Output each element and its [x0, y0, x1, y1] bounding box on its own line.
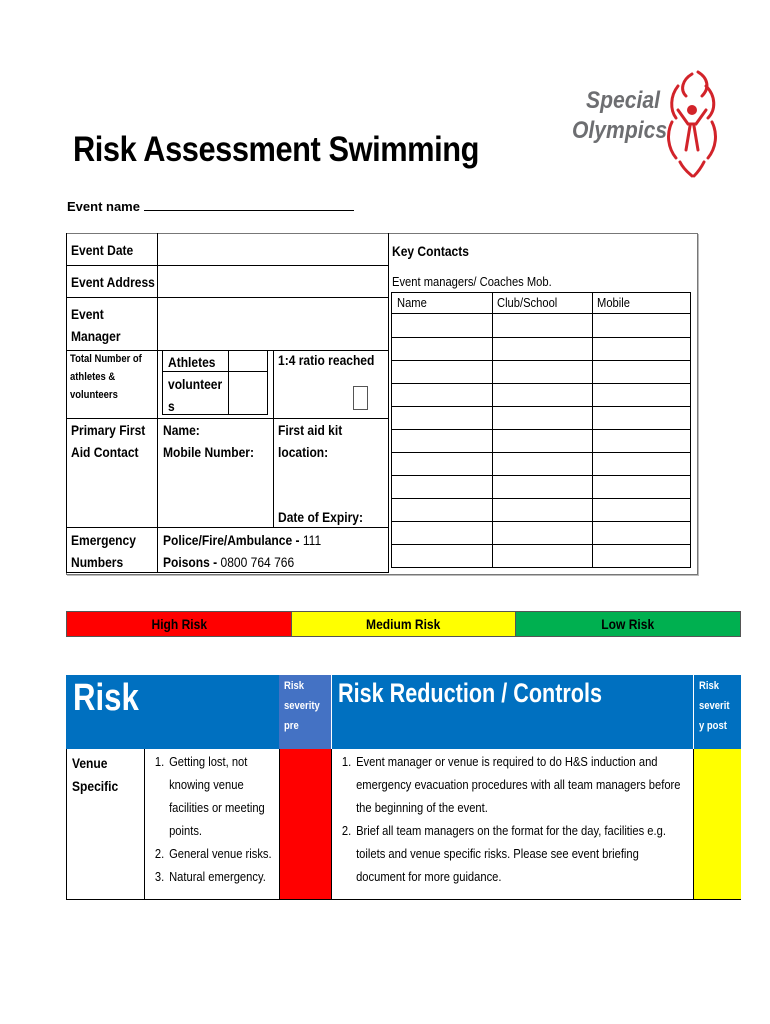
key-contacts-subtitle: Event managers/ Coaches Mob.	[392, 274, 552, 289]
key-contacts-col-club: Club/School	[497, 295, 558, 310]
first-aid-mobile-label: Mobile Number:	[163, 444, 254, 460]
controls-cell	[331, 749, 693, 900]
total-number-label: Total Number of athletes & volunteers	[70, 353, 142, 401]
first-aid-kit-label: First aid kit location:	[278, 422, 343, 460]
poisons-line: Poisons - 0800 764 766	[163, 554, 295, 570]
first-aid-name-label: Name:	[163, 422, 200, 438]
event-info-table	[66, 233, 388, 573]
severity-post-cell	[693, 749, 741, 899]
ratio-label: 1:4 ratio reached	[278, 352, 375, 368]
page-title: Risk Assessment Swimming	[73, 130, 479, 169]
key-contacts-table	[391, 292, 691, 568]
event-date-input[interactable]	[158, 234, 387, 264]
volunteers-label: volunteer s	[168, 376, 223, 414]
event-address-label: Event Address	[71, 274, 155, 290]
list-item: 1. Getting lost, not knowing venue facilities or meeting points.	[167, 750, 275, 842]
controls-list	[332, 750, 689, 888]
athletes-label: Athletes	[168, 354, 216, 370]
event-manager-input[interactable]	[158, 298, 387, 349]
risk-list	[145, 750, 276, 888]
event-name-line	[144, 198, 354, 211]
expiry-label: Date of Expiry:	[278, 509, 363, 525]
event-date-label: Event Date	[71, 242, 134, 258]
severity-pre-cell	[279, 749, 331, 899]
risk-header: Risk	[66, 675, 279, 749]
key-contacts-col-name: Name	[397, 295, 427, 310]
ratio-checkbox[interactable]	[353, 386, 368, 410]
legend-high-risk: High Risk	[67, 612, 291, 636]
list-item: 2. General venue risks.	[167, 842, 275, 865]
event-name-field[interactable]	[67, 198, 354, 214]
event-name-label: Event name	[67, 199, 140, 214]
list-item: 1. Event manager or venue is required to do H&S induction and emergency evacuation procedures with all team managers before the beginning of the event.	[354, 750, 689, 819]
legend-low-risk: Low Risk	[516, 612, 740, 636]
emergency-numbers-label: Emergency Numbers	[71, 532, 136, 570]
risk-legend	[66, 611, 741, 637]
event-manager-label: Event Manager	[71, 306, 121, 344]
key-contacts-col-mobile: Mobile	[597, 295, 630, 310]
risk-list-cell	[144, 749, 279, 900]
venue-specific-label: Venue Specific	[72, 755, 119, 794]
risk-table	[66, 675, 741, 900]
event-address-input[interactable]	[158, 266, 387, 296]
special-olympics-logo-text: Special Olympics	[572, 87, 668, 144]
special-olympics-logo-icon	[664, 66, 720, 182]
police-fire-ambulance-line: Police/Fire/Ambulance - 111	[163, 532, 322, 548]
controls-header: Risk Reduction / Controls	[331, 675, 693, 749]
list-item: 3. Natural emergency.	[167, 865, 275, 888]
first-aid-label: Primary First Aid Contact	[71, 422, 146, 460]
list-item: 2. Brief all team managers on the format for the day, facilities e.g. toilets and venue specific risks. Please see event briefing document for more guidance.	[354, 819, 689, 888]
severity-post-header: Risk severit y post	[693, 675, 741, 749]
key-contacts-title: Key Contacts	[392, 243, 469, 259]
legend-medium-risk: Medium Risk	[291, 612, 517, 636]
severity-pre-header: Risk severity pre	[279, 675, 331, 749]
